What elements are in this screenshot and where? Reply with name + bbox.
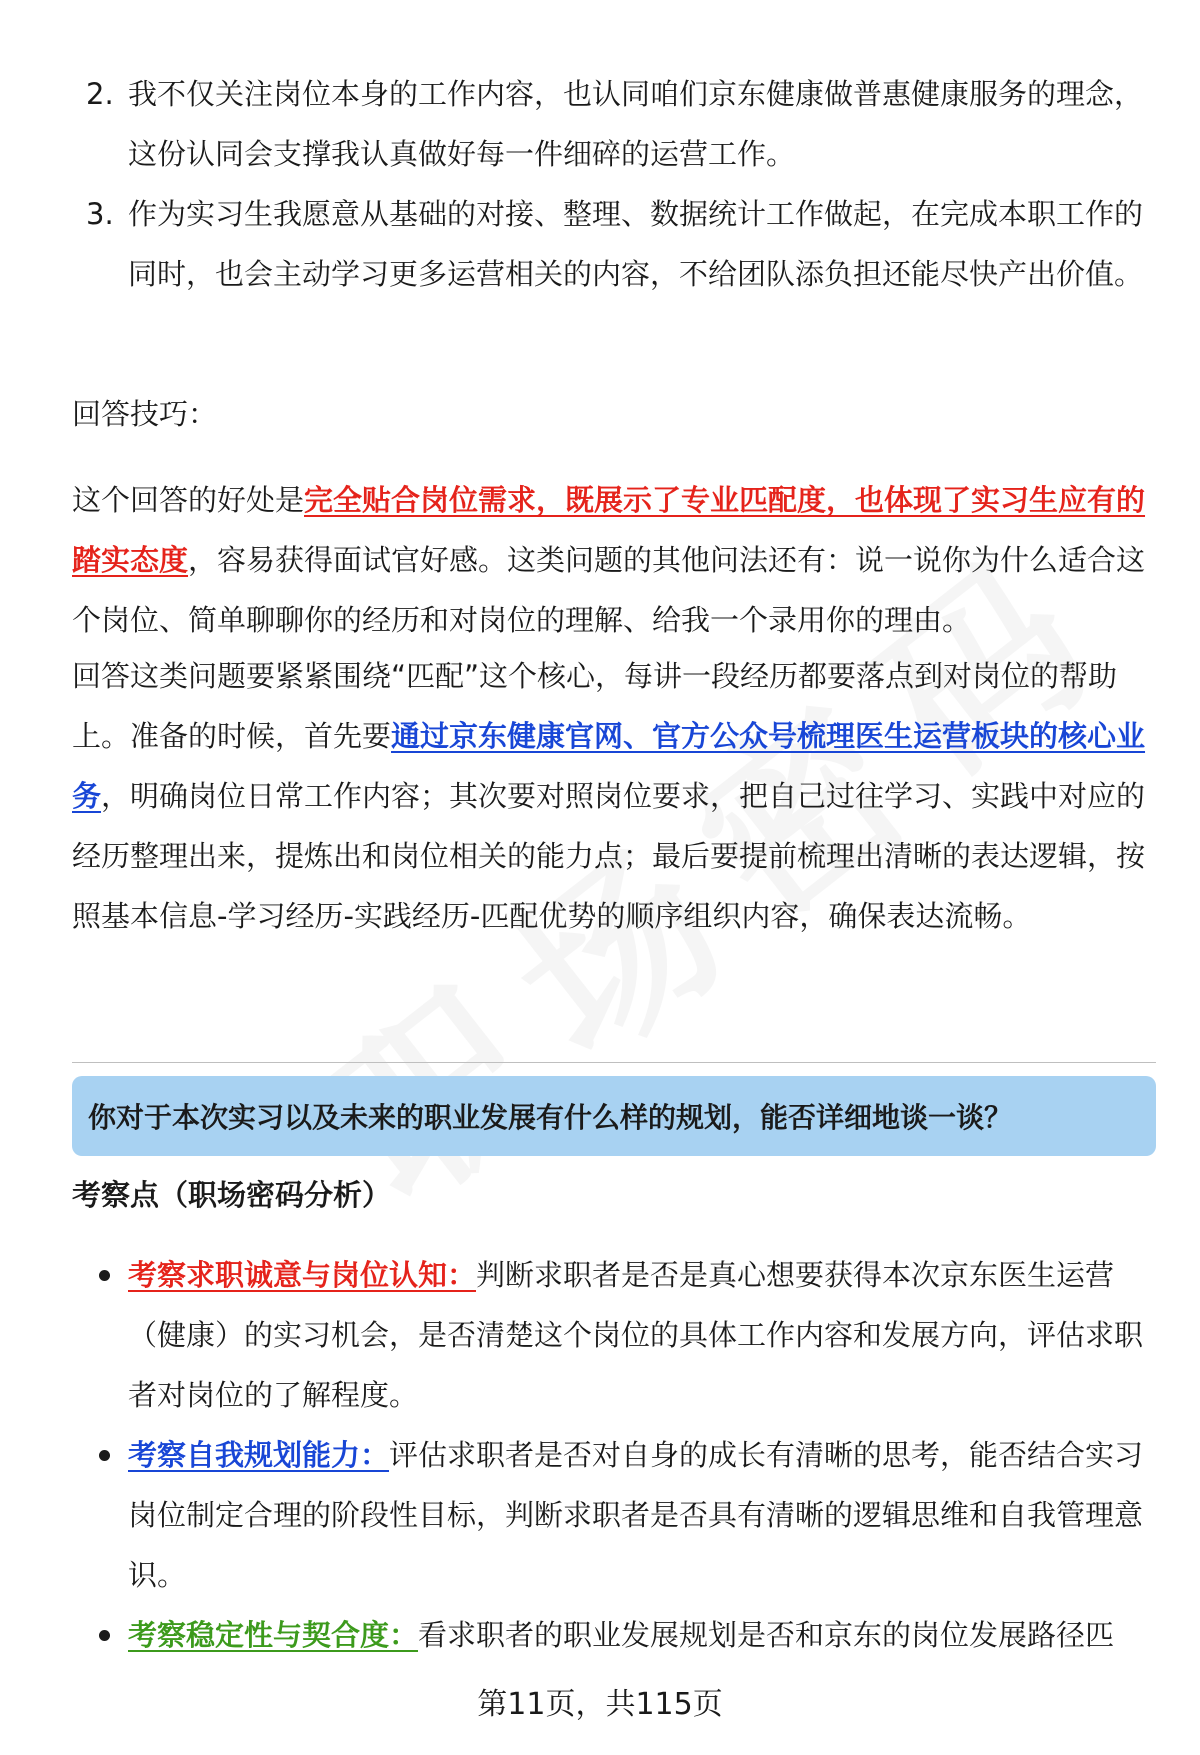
list-item bbox=[72, 184, 1152, 304]
paragraph-text: 回答这类问题要紧紧围绕“匹配”这个核心，每讲一段经历都要落点到对岗位的帮助上。准备的时候，首先要 bbox=[72, 659, 1118, 753]
bullet-label: 考察稳定性与契合度： bbox=[128, 1618, 419, 1652]
tips-paragraph-2 bbox=[72, 646, 1150, 946]
section-title: 考察点（职场密码分析） bbox=[72, 1178, 392, 1212]
bullet-item bbox=[72, 1605, 1152, 1665]
tips-paragraph-1 bbox=[72, 470, 1150, 650]
paragraph-text: 这个回答的好处是 bbox=[72, 483, 305, 517]
bullet-label: 考察求职诚意与岗位认知： bbox=[128, 1258, 477, 1292]
divider bbox=[72, 1062, 1156, 1063]
question-text: 你对于本次实习以及未来的职业发展有什么样的规划，能否详细地谈一谈？ bbox=[88, 1101, 1013, 1134]
bullet-text: 看求职者的职业发展规划是否和京东的岗位发展路径匹 bbox=[418, 1618, 1115, 1652]
bullet-dot-icon bbox=[99, 1270, 110, 1281]
list-item-text: 我不仅关注岗位本身的工作内容，也认同咱们京东健康做普惠健康服务的理念，这份认同会支撑我认真做好每一件细碎的运营工作。 bbox=[128, 77, 1144, 171]
page-number: 第11页，共115页 bbox=[477, 1687, 723, 1722]
paragraph-text: ，明确岗位日常工作内容；其次要对照岗位要求，把自己过往学习、实践中对应的经历整理出来，提炼出和岗位相关的能力点；最后要提前梳理出清晰的表达逻辑，按照基本信息-学习经历-实践经历-匹配优势的顺序组织内容，确保表达流畅。 bbox=[72, 779, 1146, 933]
bullet-item bbox=[72, 1425, 1152, 1605]
question-box bbox=[72, 1076, 1156, 1156]
bullet-dot-icon bbox=[99, 1450, 110, 1461]
highlight-red: 完全贴合岗位需求，既展示了专业匹配度，也体现了实习生应有的踏实态度 bbox=[72, 483, 1146, 577]
list-item bbox=[72, 64, 1152, 184]
bullet-item bbox=[72, 1245, 1152, 1425]
ordered-list bbox=[72, 64, 1152, 304]
highlight-blue: 通过京东健康官网、官方公众号梳理医生运营板块的核心业务 bbox=[72, 719, 1146, 813]
bullet-text: 评估求职者是否对自身的成长有清晰的思考，能否结合实习岗位制定合理的阶段性目标，判断求职者是否具有清晰的逻辑思维和自我管理意识。 bbox=[128, 1438, 1144, 1592]
paragraph-text: ，容易获得面试官好感。这类问题的其他问法还有：说一说你为什么适合这个岗位、简单聊聊你的经历和对岗位的理解、给我一个录用你的理由。 bbox=[72, 543, 1146, 637]
bullet-text: 判断求职者是否是真心想要获得本次京东医生运营（健康）的实习机会，是否清楚这个岗位的具体工作内容和发展方向，评估求职者对岗位的了解程度。 bbox=[128, 1258, 1144, 1412]
bullet-label: 考察自我规划能力： bbox=[128, 1438, 390, 1472]
list-number: 2. bbox=[86, 77, 114, 111]
tips-label: 回答技巧： bbox=[72, 397, 218, 431]
list-item-text: 作为实习生我愿意从基础的对接、整理、数据统计工作做起，在完成本职工作的同时，也会主动学习更多运营相关的内容，不给团队添负担还能尽快产出价值。 bbox=[128, 197, 1144, 291]
bullet-list bbox=[72, 1245, 1152, 1665]
bullet-dot-icon bbox=[99, 1630, 110, 1641]
list-number: 3. bbox=[86, 197, 114, 231]
